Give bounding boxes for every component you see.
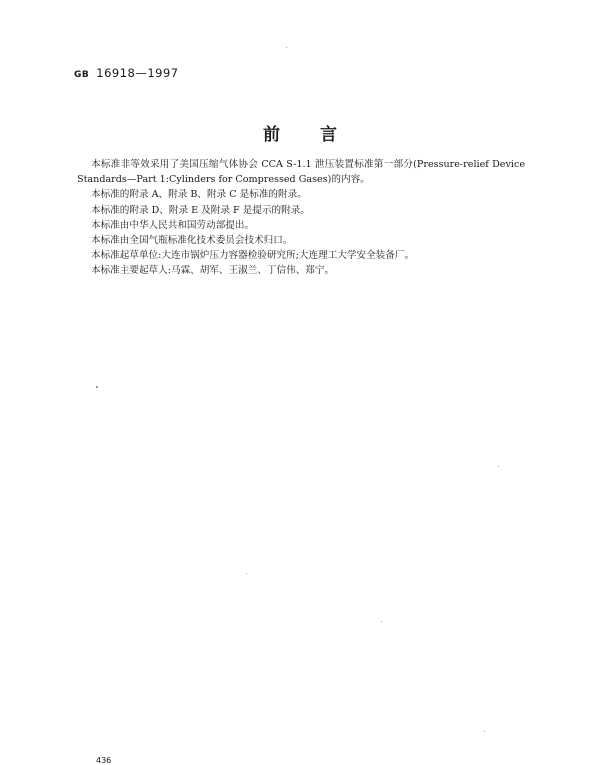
paragraph-adoption: 本标准非等效采用了美国压缩气体协会 CCA S-1.1 泄压装置标准第一部分(Pressure-relief Device Standards—Part 1:Cylinders for Compressed Gases)的内容。 bbox=[77, 159, 525, 186]
scan-speck bbox=[246, 573, 247, 574]
gb-label: GB bbox=[74, 70, 90, 80]
scan-speck bbox=[484, 731, 485, 732]
page-number: 436 bbox=[96, 756, 112, 765]
paragraph-drafting-units: 本标准起草单位:大连市锅炉压力容器检验研究所;大连理工大学安全装备厂。 bbox=[91, 250, 415, 262]
scan-speck bbox=[498, 466, 499, 467]
scan-speck bbox=[286, 47, 287, 48]
scan-speck bbox=[96, 386, 98, 388]
scan-speck bbox=[381, 621, 382, 622]
paragraph-normative-annexes: 本标准的附录 A、附录 B、附录 C 是标准的附录。 bbox=[91, 189, 307, 201]
standard-number: 16918—1997 bbox=[96, 66, 179, 80]
standard-code bbox=[74, 66, 179, 80]
paragraph-drafters: 本标准主要起草人:马霖、胡军、王淑兰、丁信伟、郑宁。 bbox=[91, 265, 335, 277]
paragraph-technical-committee: 本标准由全国气瓶标准化技术委员会技术归口。 bbox=[91, 235, 293, 247]
paragraph-informative-annexes: 本标准的附录 D、附录 E 及附录 F 是提示的附录。 bbox=[91, 204, 310, 216]
paragraph-proposer: 本标准由中华人民共和国劳动部提出。 bbox=[91, 219, 255, 231]
page-title: 前言 bbox=[263, 125, 377, 145]
foreword-body bbox=[77, 157, 525, 279]
